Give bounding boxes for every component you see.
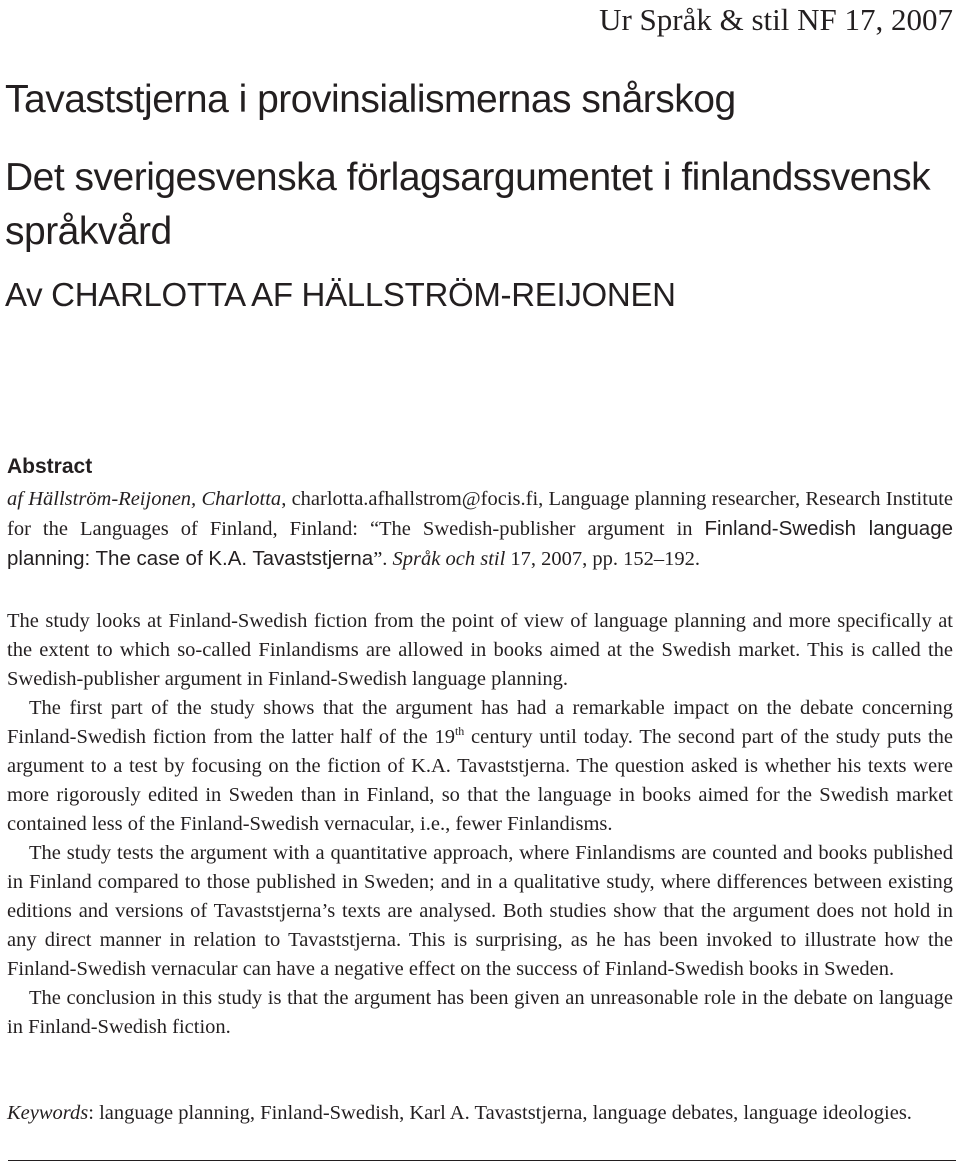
abstract-heading: Abstract	[7, 455, 93, 478]
citation-volume-pages: 17, 2007, pp. 152–192.	[505, 548, 701, 570]
paragraph-2-text-end: century until today. The second part of the study puts the argument to a test by focusing on the fiction of K.A. Tavaststjerna. The question asked is whether his texts were more rigorously edited in Sweden than in Finland, so that the language in books aimed for the Swedish market contained less of the Finland-Swedish vernacular, i.e., fewer Finlandisms.	[7, 726, 953, 835]
abstract-body	[7, 607, 953, 1042]
running-header: Ur Språk & stil NF 17, 2007	[599, 2, 953, 37]
abstract-paragraph-3: The study tests the argument with a quantitative approach, where Finlandisms are counted and books published in Finland compared to those published in Sweden; and in a qualitative study, where differences between existing editions and versions of Tavaststjerna’s texts are analysed. Both studies show that the argument does not hold in any direct manner in relation to Tavaststjerna. This is surprising, as he has been invoked to illustrate how the Finland-Swedish vernacular can have a negative effect on the success of Finland-Swedish books in Sweden.	[7, 842, 953, 980]
keywords-list: : language planning, Finland-Swedish, Karl A. Tavaststjerna, language debates, language ideologies.	[88, 1102, 912, 1124]
article-subtitle: Det sverigesvenska förlagsargumentet i finlandssvensk språkvård	[5, 156, 931, 253]
citation-email-affiliation: , charlotta.afhallstrom@focis.fi, Language planning researcher, Research Institute for the Languages of Finland, Finland: “The Swedish-publisher argument in	[7, 488, 953, 540]
citation-journal-name: Språk och stil	[392, 548, 506, 570]
citation-closing-quote: ”.	[373, 548, 393, 570]
abstract-citation	[7, 485, 953, 574]
keywords-line	[7, 1099, 953, 1128]
citation-english-title: Finland-Swedish language planning: The case of K.A. Tavaststjerna	[7, 517, 953, 570]
abstract-paragraph-4: The conclusion in this study is that the argument has been given an unreasonable role in the debate on language in Finland-Swedish fiction.	[7, 987, 953, 1038]
abstract-paragraph-1: The study looks at Finland-Swedish fiction from the point of view of language planning and more specifically at the extent to which so-called Finlandisms are allowed in books aimed at the Swedish market. This is called the Swedish-publisher argument in Finland-Swedish language planning.	[7, 610, 953, 690]
keywords-label: Keywords	[7, 1102, 89, 1124]
ordinal-superscript: th	[454, 724, 465, 738]
paragraph-2-text-start: The first part of the study shows that the argument has had a remarkable impact on the debate concerning Finland-Swedish fiction from the latter half of the 19	[7, 697, 953, 748]
abstract-paragraph-2	[7, 694, 953, 839]
article-author: Av CHARLOTTA AF HÄLLSTRÖM-REIJONEN	[5, 276, 676, 313]
citation-author-name: af Hällström-Reijonen, Charlotta	[7, 488, 282, 510]
article-title: Tavaststjerna i provinsialismernas snårskog	[5, 78, 736, 121]
bottom-rule	[8, 1160, 956, 1161]
